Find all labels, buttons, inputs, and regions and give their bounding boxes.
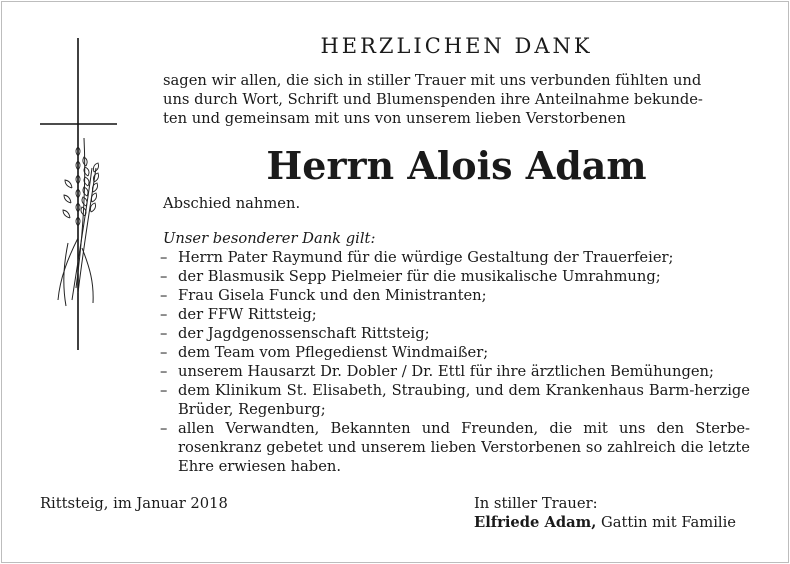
list-item: – unserem Hausarzt Dr. Dobler / Dr. Ettl für ihre ärztlichen Bemühungen;	[159, 362, 750, 381]
list-item: – der FFW Rittsteig;	[159, 305, 750, 324]
thanks-title: Unser besonderer Dank gilt:	[163, 230, 376, 247]
signer-relation: Gattin mit Familie	[601, 514, 736, 531]
intro-line: ten und gemeinsam mit uns von unserem lieben Verstorbenen	[163, 110, 626, 127]
list-item: – dem Klinikum St. Elisabeth, Straubing, und dem Krankenhaus Barm-herzige Brüder, Regenburg;	[159, 381, 750, 419]
signer-line	[474, 513, 736, 532]
notice-heading: HERZLICHEN DANK	[320, 34, 593, 58]
closing-line: Abschied nahmen.	[163, 195, 301, 212]
intro-paragraph	[163, 71, 750, 128]
list-item: – allen Verwandten, Bekannten und Freunden, die mit uns den Sterbe-rosenkranz gebetet und unserem lieben Verstorbenen so zahlreich die letzte Ehre erwiesen haben.	[159, 419, 750, 476]
thanks-list	[159, 248, 750, 476]
cross-with-wheat-icon	[38, 38, 118, 350]
intro-line: sagen wir allen, die sich in stiller Trauer mit uns verbunden fühlten und	[163, 72, 702, 89]
intro-line: uns durch Wort, Schrift und Blumenspenden ihre Anteilnahme bekunde-	[163, 91, 703, 108]
place-date: Rittsteig, im Januar 2018	[40, 495, 228, 512]
list-item: – dem Team vom Pflegedienst Windmaißer;	[159, 343, 750, 362]
list-item: – der Jagdgenossenschaft Rittsteig;	[159, 324, 750, 343]
list-item: – Herrn Pater Raymund für die würdige Gestaltung der Trauerfeier;	[159, 248, 750, 267]
signature-block	[474, 494, 736, 532]
deceased-name: Herrn Alois Adam	[266, 143, 647, 188]
list-item: – der Blasmusik Sepp Pielmeier für die musikalische Umrahmung;	[159, 267, 750, 286]
list-item: – Frau Gisela Funck und den Ministranten;	[159, 286, 750, 305]
mourning-label: In stiller Trauer:	[474, 495, 598, 512]
signer-name: Elfriede Adam,	[474, 514, 597, 531]
